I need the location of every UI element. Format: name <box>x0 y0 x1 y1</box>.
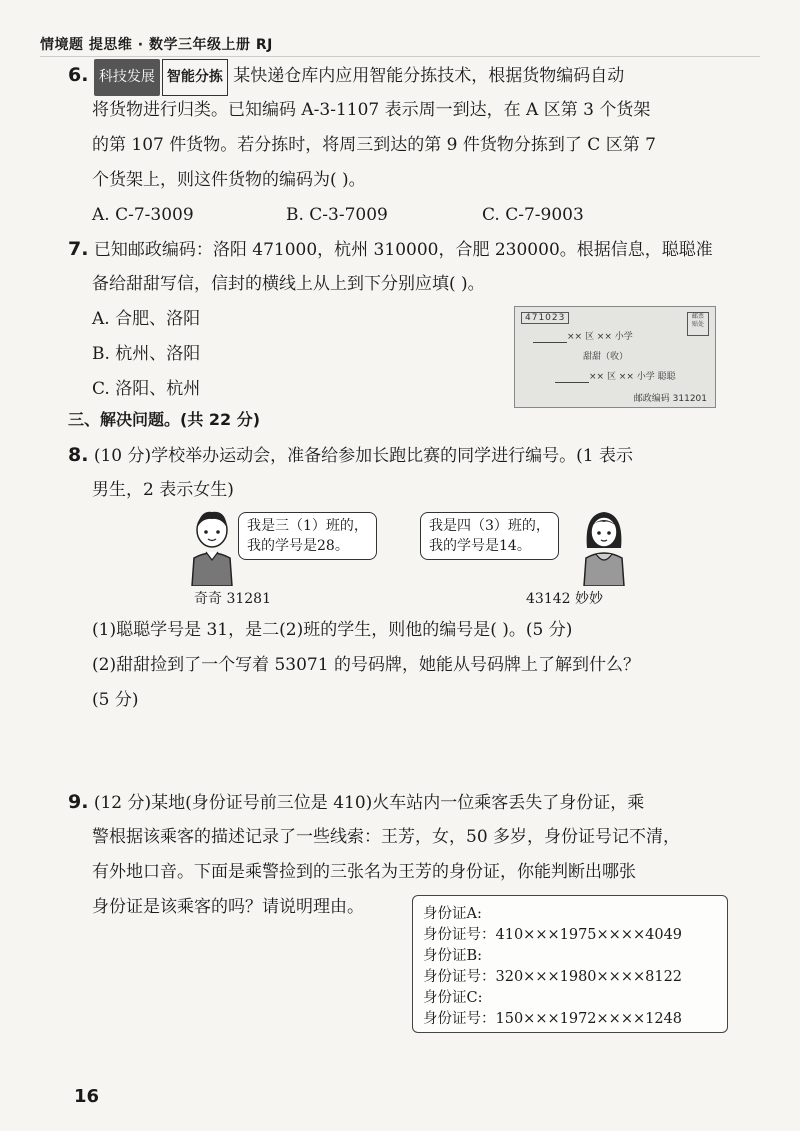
q8-sub-question-2: (2)甜甜捡到了一个写着 53071 的号码牌，她能从号码牌上了解到什么？ <box>92 655 640 675</box>
envelope-blank-1 <box>533 332 567 343</box>
girl-caption: 43142 妙妙 <box>526 591 603 607</box>
q8-number: 8. <box>68 444 89 466</box>
q6-tag-sorting: 智能分拣 <box>162 59 228 96</box>
id-card-c-title: 身份证C: <box>423 990 483 1006</box>
envelope-line2 <box>555 369 676 383</box>
boy-caption: 奇奇 31281 <box>194 591 271 607</box>
id-card-a-title: 身份证A: <box>423 906 482 922</box>
boy-bubble-line1: 我是三（1）班的， <box>247 518 368 534</box>
section-heading: 三、解决问题。(共 22 分) <box>68 410 261 429</box>
q6-number: 6. <box>68 64 89 86</box>
q7-text-1: 已知邮政编码：洛阳 471000，杭州 310000，合肥 230000。根据信息，聪聪准 <box>93 240 713 260</box>
header-rule <box>40 56 760 57</box>
q7-number: 7. <box>68 238 89 260</box>
q6-text-3: 的第 107 件货物。若分拣时，将周三到达的第 9 件货物分拣到了 C 区第 7 <box>92 135 656 155</box>
q7-line1 <box>68 232 713 268</box>
q6-option-c: C. C-7-9003 <box>482 205 584 225</box>
q6-option-b: B. C-3-7009 <box>286 205 388 225</box>
q8-line1 <box>68 438 633 474</box>
q6-text-1: 某快递仓库内应用智能分拣技术，根据货物编码自动 <box>233 66 625 86</box>
q8-text-1: (10 分)学校举办运动会，准备给参加长跑比赛的同学进行编号。(1 表示 <box>93 446 634 466</box>
girl-speech-bubble <box>420 512 559 560</box>
q9-text-4: 身份证是该乘客的吗？请说明理由。 <box>92 897 364 917</box>
id-card-list <box>412 895 728 1033</box>
q9-line1 <box>68 785 644 821</box>
q8-sub-question-1: (1)聪聪学号是 31，是二(2)班的学生，则他的编号是( )。(5 分) <box>92 620 573 640</box>
q7-option-a: A. 合肥、洛阳 <box>92 309 201 329</box>
q6-option-a: A. C-7-3009 <box>92 205 194 225</box>
q7-text-2: 备给甜甜写信，信封的横线上从上到下分别应填( )。 <box>92 274 485 294</box>
q6-tag-tech: 科技发展 <box>94 59 160 96</box>
boy-bubble-line2: 我的学号是28。 <box>247 538 349 554</box>
q8-sub-question-2-score: (5 分) <box>92 690 139 710</box>
q6-text-2: 将货物进行归类。已知编码 A-3-1107 表示周一到达，在 A 区第 3 个货架 <box>92 100 651 120</box>
page-number: 16 <box>74 1086 100 1107</box>
q8-text-2: 男生，2 表示女生) <box>92 480 234 500</box>
girl-illustration <box>578 508 630 586</box>
boy-speech-bubble <box>238 512 377 560</box>
id-card-b-number: 身份证号：320×××1980××××8122 <box>423 969 683 985</box>
q9-text-1: (12 分)某地(身份证号前三位是 410)火车站内一位乘客丢失了身份证，乘 <box>93 793 645 813</box>
id-card-a-number: 身份证号：410×××1975××××4049 <box>423 927 683 943</box>
girl-bubble-line2: 我的学号是14。 <box>429 538 531 554</box>
envelope-line1 <box>533 329 633 343</box>
q6-line1 <box>68 58 624 96</box>
page-header: 情境题 提思维 · 数学三年级上册 RJ <box>40 37 273 53</box>
q6-text-4: 个货架上，则这件货物的编码为( )。 <box>92 170 366 190</box>
girl-bubble-line1: 我是四（3）班的， <box>429 518 550 534</box>
id-card-b-title: 身份证B: <box>423 948 483 964</box>
boy-illustration <box>186 508 238 586</box>
envelope-illustration <box>514 306 716 408</box>
q9-text-2: 警根据该乘客的描述记录了一些线索：王芳，女，50 多岁，身份证号记不清， <box>92 827 681 847</box>
envelope-address-2: ×× 区 ×× 小学 聪聪 <box>589 372 676 382</box>
q9-number: 9. <box>68 791 89 813</box>
envelope-postcode-boxes: 471023 <box>521 312 569 324</box>
envelope-address-1: ×× 区 ×× 小学 <box>567 332 633 342</box>
envelope-recipient: 甜甜（收） <box>583 352 629 362</box>
id-card-c-number: 身份证号：150×××1972××××1248 <box>423 1011 683 1027</box>
q7-option-b: B. 杭州、洛阳 <box>92 344 201 364</box>
envelope-stamp-area: 邮票 贴处 <box>687 312 709 336</box>
q7-option-c: C. 洛阳、杭州 <box>92 379 201 399</box>
envelope-postcode-label: 邮政编码 311201 <box>633 394 707 404</box>
q9-text-3: 有外地口音。下面是乘警捡到的三张名为王芳的身份证，你能判断出哪张 <box>92 862 636 882</box>
envelope-blank-2 <box>555 372 589 383</box>
